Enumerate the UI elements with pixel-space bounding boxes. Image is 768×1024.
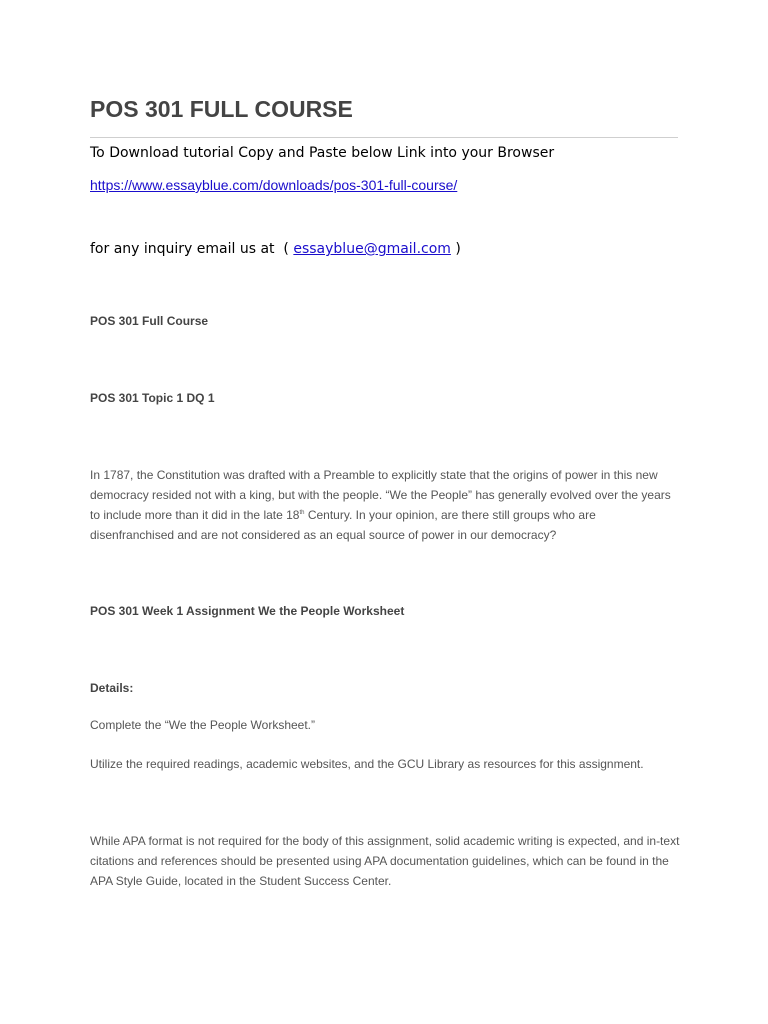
details-label: Details:	[90, 681, 134, 695]
email-link[interactable]: essayblue@gmail.com	[293, 241, 451, 257]
dq-line-3	[90, 505, 680, 525]
apa-line-2: citations and references should be presented using APA documentation guidelines, which can be found in the	[90, 854, 669, 868]
title-divider	[90, 137, 678, 138]
complete-worksheet-text: Complete the “We the People Worksheet.”	[90, 718, 315, 732]
heading-topic1-dq1: POS 301 Topic 1 DQ 1	[90, 391, 215, 405]
apa-line-1: While APA format is not required for the body of this assignment, solid academic writing is expected, and in-text	[90, 834, 680, 848]
inquiry-line	[90, 241, 461, 257]
utilize-resources-text: Utilize the required readings, academic websites, and the GCU Library as resources for this assignment.	[90, 757, 644, 771]
inquiry-suffix: )	[450, 241, 461, 257]
dq-line-3-start: to include more than it did in the late 18	[90, 508, 300, 522]
apa-line-3: APA Style Guide, located in the Student Success Center.	[90, 874, 392, 888]
inquiry-prefix: for any inquiry email us at (	[90, 241, 294, 257]
dq-line-1: In 1787, the Constitution was drafted with a Preamble to explicitly state that the origins of power in this new	[90, 468, 658, 482]
download-instruction: To Download tutorial Copy and Paste below Link into your Browser	[90, 145, 555, 161]
dq-line-2: democracy resided not with a king, but with the people. “We the People” has generally evolved over the years	[90, 488, 671, 502]
download-link[interactable]: https://www.essayblue.com/downloads/pos-301-full-course/	[90, 177, 458, 193]
dq-line-4: disenfranchised and are not considered as an equal source of power in our democracy?	[90, 528, 557, 542]
heading-week1-assignment: POS 301 Week 1 Assignment We the People Worksheet	[90, 604, 405, 618]
dq-line-3-end: Century. In your opinion, are there still groups who are	[304, 508, 596, 522]
apa-paragraph	[90, 831, 680, 891]
heading-full-course: POS 301 Full Course	[90, 314, 209, 328]
dq-paragraph	[90, 465, 680, 545]
page-title: POS 301 FULL COURSE	[90, 96, 353, 122]
dq-superscript: th	[299, 510, 305, 516]
